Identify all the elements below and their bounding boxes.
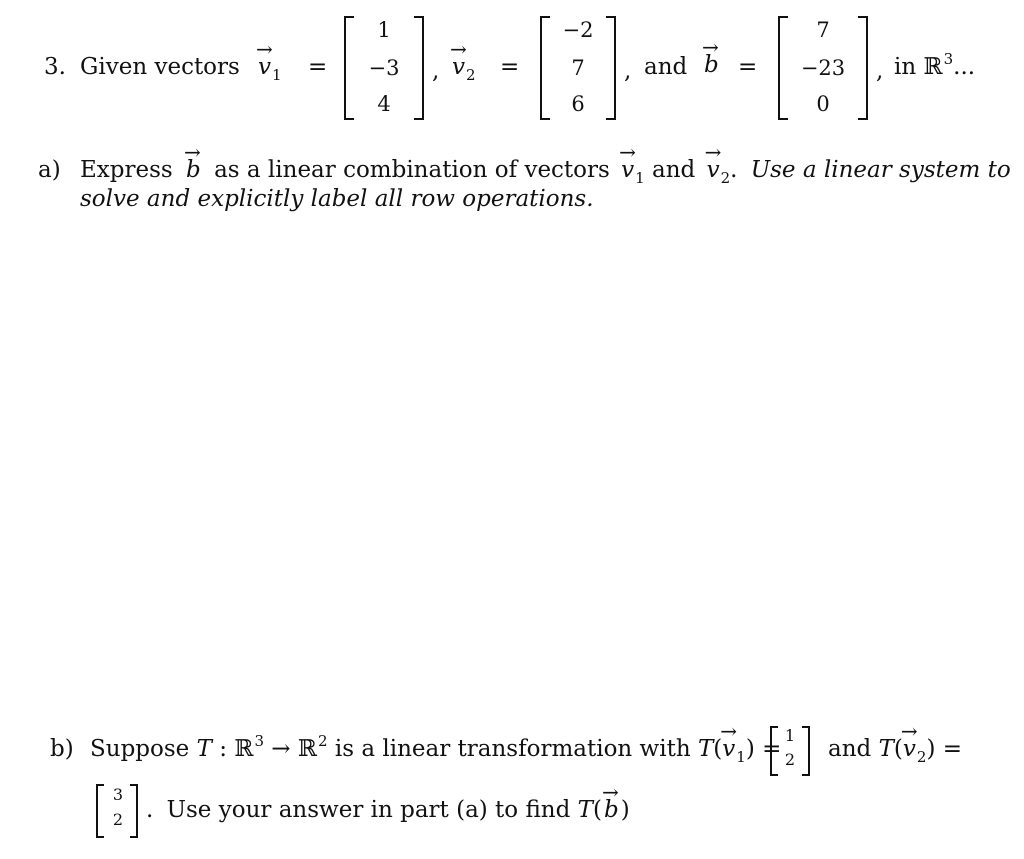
left-bracket — [778, 16, 788, 120]
Tv1-entry-2: 2 — [784, 750, 796, 769]
left-bracket — [344, 16, 354, 120]
b-entry-2: −23 — [800, 56, 846, 80]
v2-symbol: → $v_2$ — [450, 37, 476, 84]
equals-sign: = — [308, 54, 328, 80]
vector-arrow-icon: → — [184, 140, 201, 164]
vector-arrow-icon: → — [619, 140, 636, 164]
space-label: in ℝ$^3$... — [894, 50, 976, 80]
Tv2-entry-2: 2 — [112, 810, 124, 829]
part-a-label: a) — [38, 157, 61, 183]
v1-entry-2: −3 — [368, 56, 400, 80]
vector-arrow-icon: → — [601, 780, 619, 804]
Tv2-entry-1: 3 — [112, 785, 124, 804]
part-b-line2: . Use your answer in part (a) to find T( → b) — [146, 780, 630, 823]
b-symbol: → b — [184, 140, 201, 183]
part-b-line1-tail: and T( → $v_2$) = — [828, 719, 963, 766]
v2-symbol: → v — [704, 140, 722, 183]
right-bracket — [414, 16, 424, 120]
right-bracket — [802, 726, 810, 776]
problem-intro: Given vectors — [80, 54, 240, 80]
right-bracket — [130, 784, 138, 838]
v1-entry-1: 1 — [377, 18, 391, 42]
right-bracket — [858, 16, 868, 120]
b-entry-3: 0 — [816, 92, 830, 116]
v1-symbol: → $v_1$ — [256, 37, 282, 84]
vector-arrow-icon: → — [702, 35, 719, 59]
vector-arrow-icon: → — [450, 37, 467, 61]
v1-entry-3: 4 — [377, 92, 391, 116]
comma: , — [432, 58, 440, 84]
comma: , — [624, 58, 632, 84]
and-text: and — [644, 54, 688, 80]
v1-symbol: → v — [720, 719, 738, 762]
problem-number: 3. — [44, 54, 66, 80]
vector-arrow-icon: → — [704, 140, 722, 164]
part-b-label: b) — [50, 736, 74, 762]
v1-symbol: → v — [619, 140, 636, 183]
comma: , — [876, 58, 884, 84]
vector-arrow-icon: → — [720, 719, 738, 743]
b-symbol: → b — [601, 780, 619, 823]
v2-entry-2: 7 — [571, 56, 585, 80]
right-bracket — [606, 16, 616, 120]
v2-symbol: → v — [900, 719, 918, 762]
part-a-line2: solve and explicitly label all row operations. — [80, 186, 594, 212]
b-symbol: → b — [702, 35, 719, 78]
equals-sign: = — [738, 54, 758, 80]
v2-entry-1: −2 — [562, 18, 594, 42]
vector-arrow-icon: → — [256, 37, 273, 61]
equals-sign: = — [500, 54, 520, 80]
left-bracket — [96, 784, 104, 838]
vector-arrow-icon: → — [900, 719, 918, 743]
v2-entry-3: 6 — [571, 92, 585, 116]
part-b-line1: Suppose T : ℝ$^3$ → ℝ$^2$ is a linear transformation with T( → $v_1$) = — [90, 719, 782, 766]
Tv1-entry-1: 1 — [784, 726, 796, 745]
part-a-line1: Express → b as a linear combination of vectors → $v_1$ and → $v_2$. Use a linear system to — [80, 140, 1011, 187]
b-entry-1: 7 — [816, 18, 830, 42]
